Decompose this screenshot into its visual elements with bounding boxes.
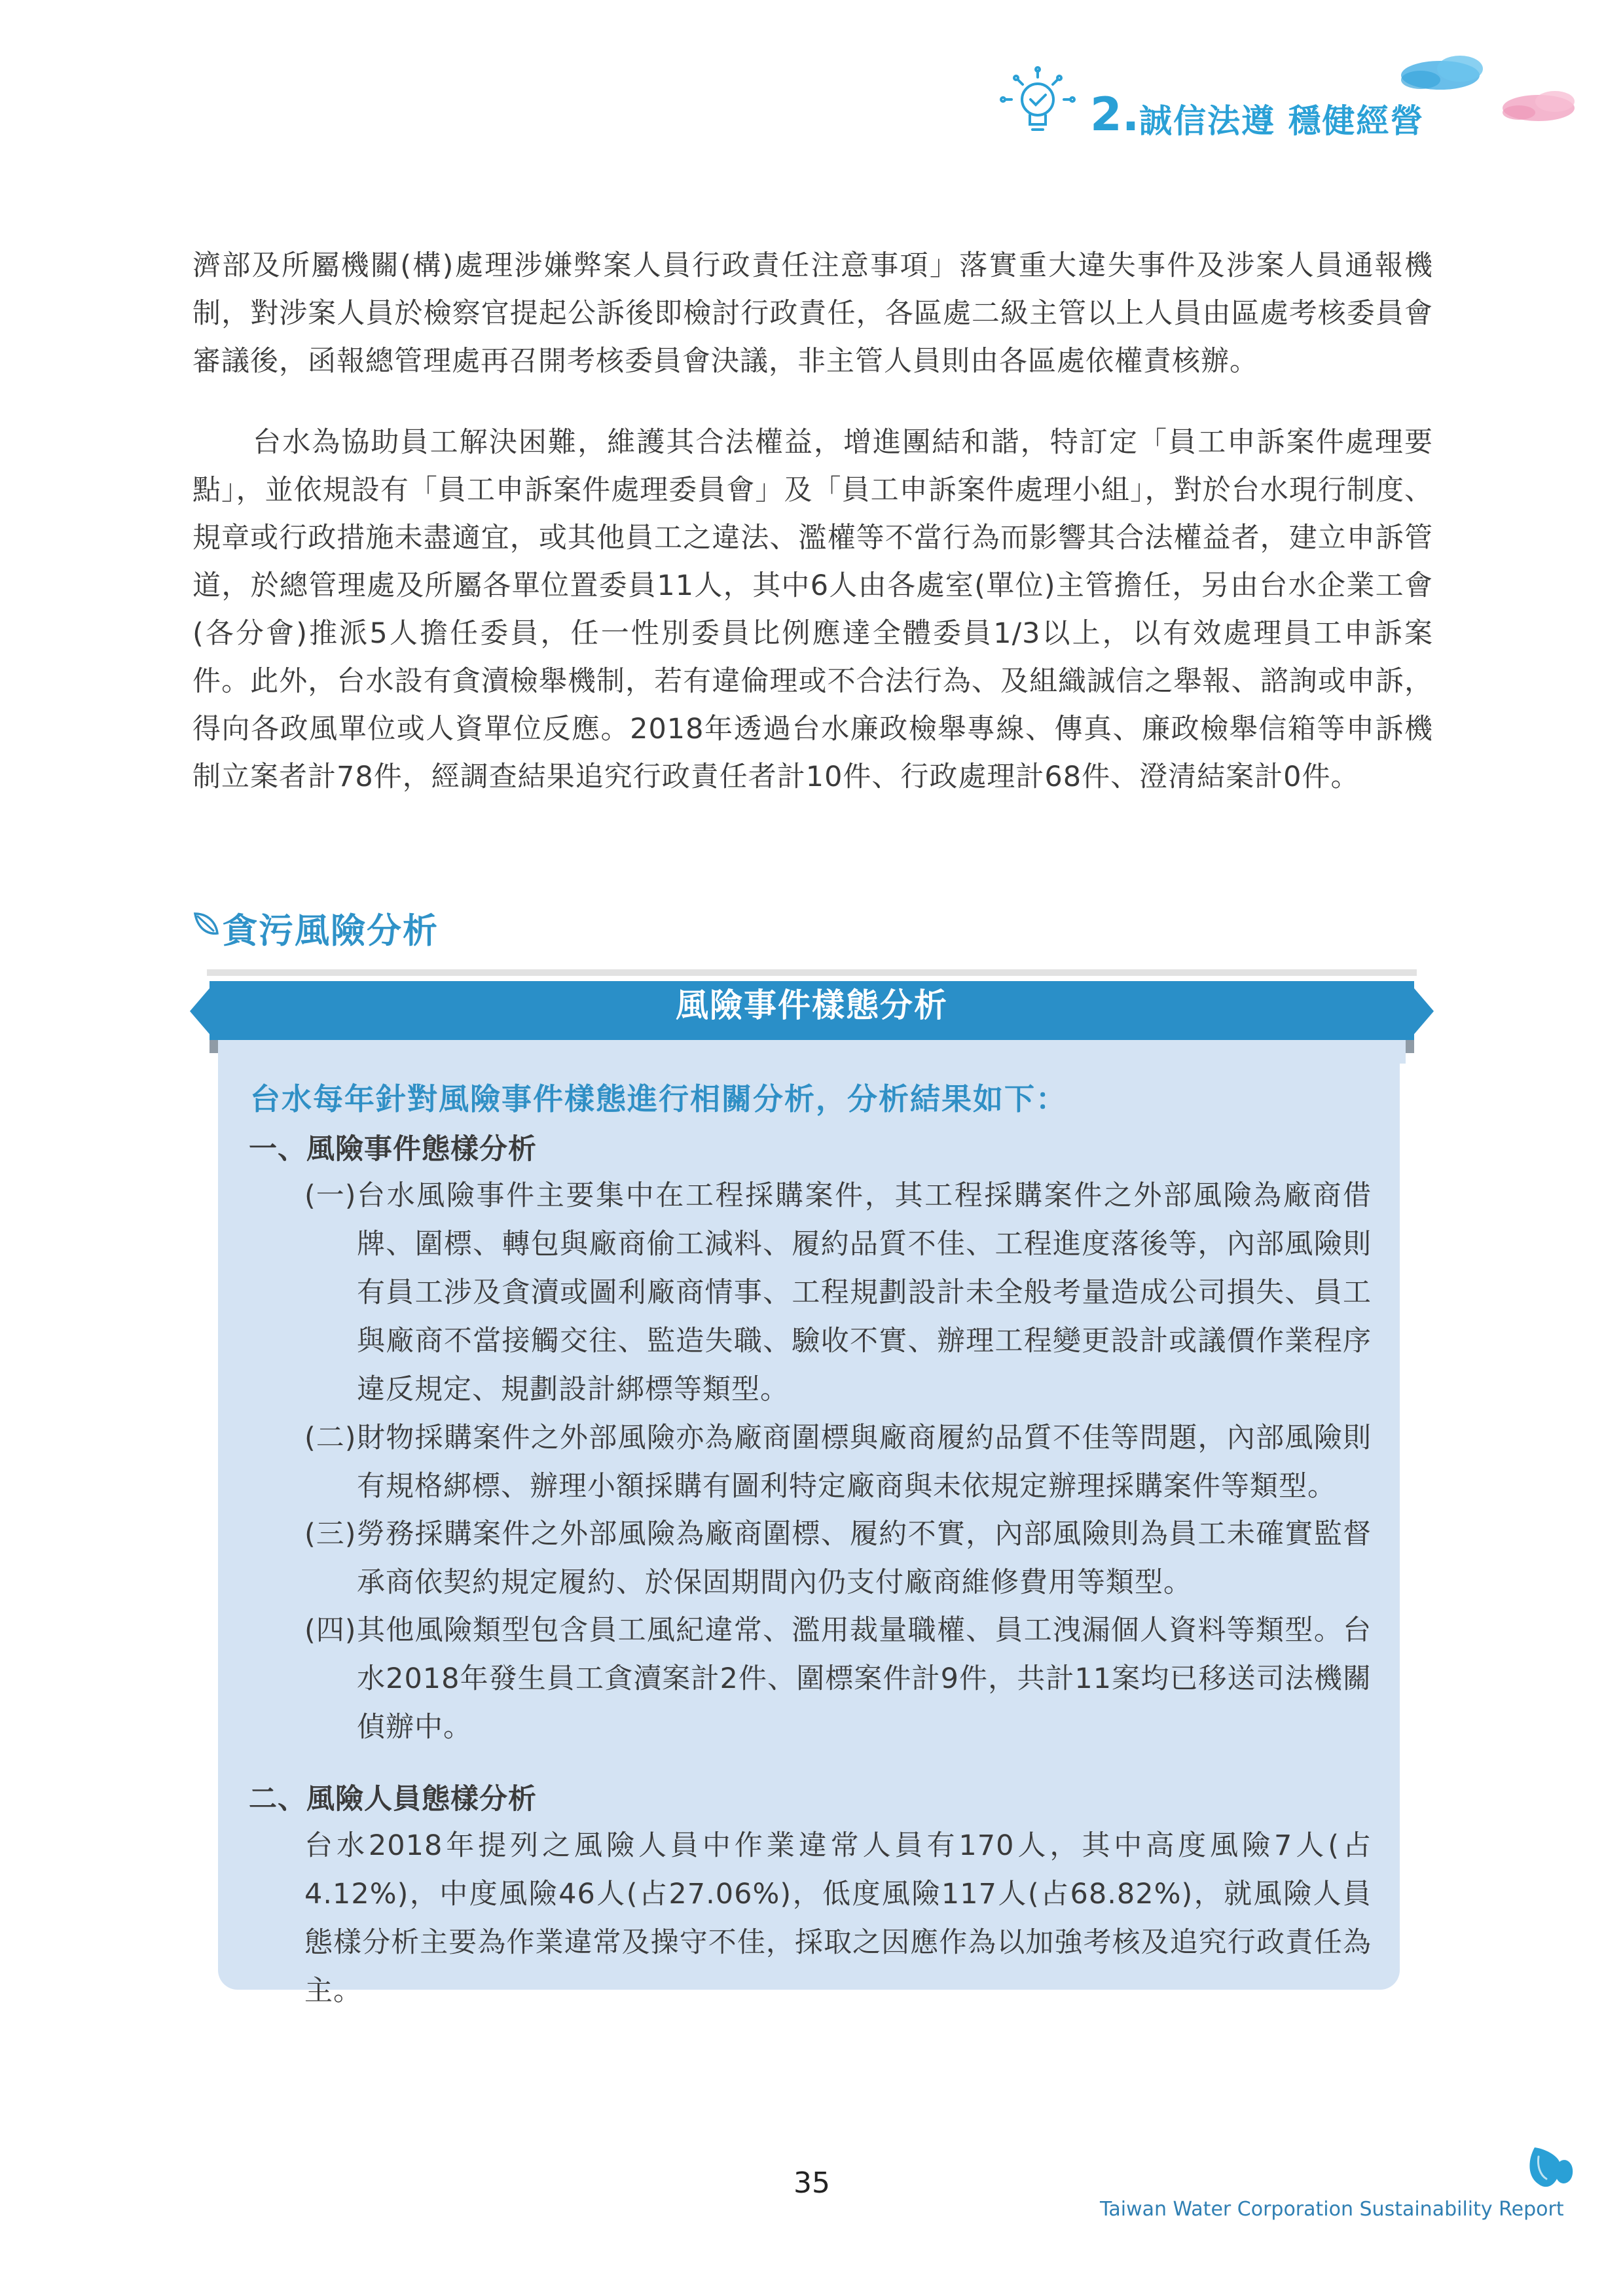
list-marker: (一) xyxy=(304,1179,357,1212)
section-header-title: 誠信法遵 穩健經營 xyxy=(1139,102,1425,140)
body-paragraph-2: 台水為協助員工解決困難，維護其合法權益，增進團結和諧，特訂定「員工申訴案件處理要點」，並依規設有「員工申訴案件處理委員會」及「員工申訴案件處理小組」，對於台水現行制度、規章或行政措施未盡適宜，或其他員工之違法、濫權等不當行為而影響其合法權益者，建立申訴管道，於總管理處及所屬各單位置委員11人，其中6人由各處室(單位)主管擔任，另由台水企業工會(各分會)推派5人擔任委員，任一性別委員比例應達全體委員1/3以上，以有效處理員工申訴案件。此外，台水設有貪瀆檢舉機制，若有違倫理或不合法行為、及組織誠信之舉報、諮詢或申訴，得向各政風單位或人資單位反應。2018年透過台水廉政檢舉專線、傳真、廉政檢舉信箱等申訴機制立案者計78件，經調查結果追究行政責任者計10件、行政處理計68件、澄清結案計0件。 xyxy=(192,426,1433,793)
leaf-icon xyxy=(191,908,221,939)
list-marker: (四) xyxy=(304,1614,357,1647)
report-title: Taiwan Water Corporation Sustainability Report xyxy=(1100,2198,1564,2221)
page-number: 35 xyxy=(793,2166,830,2200)
list-item xyxy=(304,1172,1372,1414)
point1-heading: 一、風險事件態樣分析 xyxy=(249,1133,537,1166)
list-item-text: 勞務採購案件之外部風險為廠商圍標、履約不實，內部風險則為員工未確實監督承商依契約規定履約、於保固期間內仍支付廠商維修費用等類型。 xyxy=(357,1518,1372,1599)
banner-title: 風險事件樣態分析 xyxy=(676,986,948,1024)
lightbulb-check-icon xyxy=(998,65,1077,144)
list-item xyxy=(304,1510,1372,1607)
panel-intro: 台水每年針對風險事件樣態進行相關分析，分析結果如下： xyxy=(250,1081,1067,1117)
section-number: 2. xyxy=(1090,88,1140,141)
list-item-text: 其他風險類型包含員工風紀違常、濫用裁量職權、員工洩漏個人資料等類型。台水2018年發生員工貪瀆案計2件、圍標案件計9件，共計11案均已移送司法機關偵辦中。 xyxy=(357,1614,1372,1744)
section-title: 貪污風險分析 xyxy=(223,911,439,951)
watercolor-clouds-decoration xyxy=(1388,46,1584,131)
list-marker: (二) xyxy=(304,1422,357,1454)
water-drop-heart-icon xyxy=(1525,2144,1578,2196)
list-item-text: 台水風險事件主要集中在工程採購案件，其工程採購案件之外部風險為廠商借牌、圍標、轉包與廠商偷工減料、履約品質不佳、工程進度落後等，內部風險則有員工涉及貪瀆或圖利廠商情事、工程規劃設計未全般考量造成公司損失、員工與廠商不當接觸交往、監造失職、驗收不實、辦理工程變更設計或議價作業程序違反規定、規劃設計綁標等類型。 xyxy=(357,1179,1372,1406)
point2-text: 台水2018年提列之風險人員中作業違常人員有170人，其中高度風險7人(占4.12%)，中度風險46人(占27.06%)，低度風險117人(占68.82%)，就風險人員態樣分析主要為作業違常及操守不佳，採取之因應作為以加強考核及追究行政責任為主。 xyxy=(304,1829,1372,2007)
body-paragraph-1: 濟部及所屬機關(構)處理涉嫌弊案人員行政責任注意事項」落實重大違失事件及涉案人員通報機制，對涉案人員於檢察官提起公訴後即檢討行政責任，各區處二級主管以上人員由區處考核委員會審議後，函報總管理處再召開考核委員會決議，非主管人員則由各區處依權責核辦。 xyxy=(192,249,1433,378)
list-marker: (三) xyxy=(304,1518,357,1551)
point2-heading: 二、風險人員態樣分析 xyxy=(249,1783,537,1816)
list-item-text: 財物採購案件之外部風險亦為廠商圍標與廠商履約品質不佳等問題，內部風險則有規格綁標、辦理小額採購有圖利特定廠商與未依規定辦理採購案件等類型。 xyxy=(357,1422,1372,1503)
list-item xyxy=(304,1414,1372,1511)
list-item xyxy=(304,1606,1372,1751)
